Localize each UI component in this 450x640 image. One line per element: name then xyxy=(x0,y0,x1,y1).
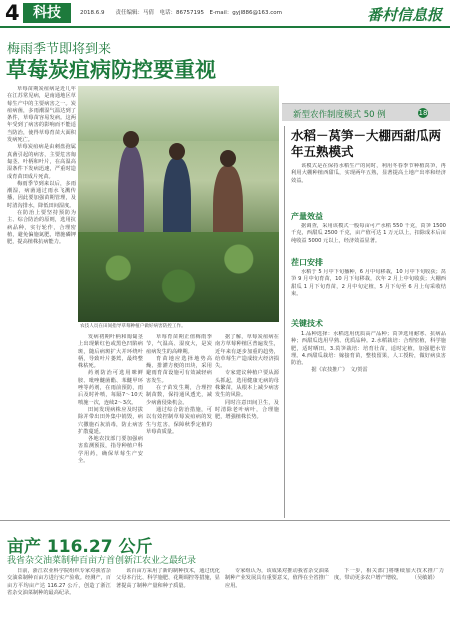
paragraph: 专家建议种植户要从源头抓起，选用健康无病的母株繁苗，从根本上减少病害发生的风险。 xyxy=(215,370,279,399)
sidebar-section-yield: 据调查，采用该模式一般每亩可产水稻 550 千克，莴笋 1500 千克，西甜瓜 2500 千克，亩产值可达 1 万元以上，扣除成本后亩纯收益 5000 元以上，经济效益显著。 xyxy=(291,223,446,244)
sidebar-section-key-tech: 1.品种选择：水稻选用优质高产品种；莴笋选用耐寒、抗病品种；西甜瓜选用早熟、优质品种。2.水稻栽培：合理密植，科学施肥，适时晒田。3.莴笋栽培：培育壮苗，适时定植，加强肥水管理。4.西甜瓜栽培：嫁接育苗，整枝留果，人工授粉，做好病虫害防治。 据《农技推广》 文/贺雷 xyxy=(291,331,446,374)
article-column-4 xyxy=(215,334,279,492)
bottom-column-4: 下一步，相关部门将继续加大技术推广力度，带动更多农户增产增收。 （吴敏娟） xyxy=(334,568,444,582)
photo-caption: 农技人员在田间指导草莓种植户做好病害防控工作。 xyxy=(78,322,279,332)
page-meta: 2018.6.9 责任编辑：马倩 电话：86757195 E-mail：gyjl886@163.com xyxy=(80,10,283,16)
column-divider xyxy=(284,126,285,518)
newspaper-brand: 番村信息报 xyxy=(366,6,442,24)
paragraph: 草莓炭疽病是由刺盘孢属真菌引起的病害，主要危害匍匐茎、叶柄和叶片，在高温高湿条件下发病迅速，严重时造成育苗田成片死苗。 xyxy=(7,144,76,180)
paragraph: 梅雨季节到来以后，多雨潮湿，病菌通过雨水飞溅传播，因此要加强苗期管理，及时清沟排水，降低田间湿度。 xyxy=(7,180,76,209)
paragraph: 在子苗发生期，合理控制苗数，保持通风透光，减少病菌侵染机会。 xyxy=(146,385,212,406)
bottom-headline: 亩产 116.27 公斤 xyxy=(7,537,153,557)
bottom-subheadline: 我省杂交油菜制种百亩方首创新江农业之最纪录 xyxy=(7,556,197,566)
bottom-column-1: 日前，浙江农业科学院组织专家对我省杂交油菜制种百亩方进行实产验收。经测产，百亩方平均亩产达 116.27 公斤，创造了浙江省杂交油菜制种的最高纪录。 xyxy=(7,568,111,596)
bottom-column-3: 专家组认为，该成果对推动我省杂交油菜制种产业发展具有重要意义，值得在全省推广应用。 xyxy=(225,568,329,589)
section-divider xyxy=(0,520,450,521)
paragraph: 各地农技部门要加强病害监测预报，指导种植户科学用药，确保草莓生产安全。 xyxy=(78,436,143,465)
article-photo xyxy=(78,86,279,322)
paragraph: 草莓苗期炭疽病是近几年在江苏常见病，是南通地区草莓生产中的主要病害之一。炭疽病菌，多雨潮湿气温达到了条件，草莓苗容易发病。这两年受到了病害的影响而不能适当防治，使得草莓育苗大面积发病死亡。 xyxy=(7,86,76,144)
paragraph: 育苗地应选择地势高燥、排灌方便的田块，采用避雨育苗设施可有效减轻病害发生。 xyxy=(146,355,212,384)
paragraph: 田间发现病株应及时拔除并带出田外集中销毁，病穴撒施石灰消毒，防止病害扩散蔓延。 xyxy=(78,406,143,435)
sidebar-banner-label: 新型农作制度模式 50 例 xyxy=(293,110,386,120)
sidebar-banner xyxy=(282,103,450,121)
paragraph: 药剂防治可选用咪鲜胺、吡唑醚菌酯、苯醚甲环唑等药剂，在雨前预防，雨后及时补喷，每隔7～10天喷施一次，连续2～3次。 xyxy=(78,370,143,406)
bottom-column-2: 该百亩方采用了新的制种技术，通过优化父母本行比、科学施肥、花期调控等措施，显著提高了制种产量和种子质量。 xyxy=(116,568,220,589)
article-column-3 xyxy=(146,334,212,492)
sidebar-section-schedule: 水稻于 5 月中下旬播种，6 月中旬移栽，10 月中下旬收获；莴笋 9 月中旬育苗，10 月下旬移栽，次年 2 月上中旬收获；大棚西甜瓜 1 月下旬育苗，2 月中旬定植，5 月下旬至 6 月上旬采收结束。 xyxy=(291,269,446,297)
sidebar-title: 水稻－莴笋－大棚西甜瓜两年五熟模式 xyxy=(291,128,442,159)
sidebar-heading-schedule: 茬口安排 xyxy=(291,258,323,267)
article-column-1 xyxy=(7,86,76,492)
section-label: 科技 xyxy=(23,3,71,23)
paragraph: 通过综合防治措施，可以有效控制草莓炭疽病的发生与危害，保障秋季定植的草莓苗质量。 xyxy=(146,406,212,435)
paragraph: 据了解，草莓炭疽病在南方草莓种植区普遍发生，近年来有逐步加重的趋势，给草莓生产造成较大经济损失。 xyxy=(215,334,279,370)
paragraph: 草莓育苗期正值梅雨季节，气温高、湿度大，是炭疽病发生的高峰期。 xyxy=(146,334,212,355)
masthead xyxy=(0,0,450,28)
sidebar-intro: 该模式是在保持水稻生产的同时，利用冬春季节种植莴笋，再利用大棚种植西甜瓜，实现两年五熟，显著提高土地产出率和经济效益。 xyxy=(291,163,446,184)
article-subhead: 梅雨季节即将到来 xyxy=(7,42,112,57)
page-number: 4 xyxy=(5,1,20,25)
article-column-2 xyxy=(78,334,143,492)
paragraph: 在防治上要坚持预防为主、综合防治的原则，选用抗病品种，实行轮作，合理密植，避免偏施氮肥，增施磷钾肥，提高植株抗病能力。 xyxy=(7,210,76,246)
paragraph: 同时注意田间卫生，及时清除老叶病叶，合理施肥，增强植株长势。 xyxy=(215,399,279,421)
sidebar-heading-key-tech: 关键技术 xyxy=(291,319,323,328)
sidebar-heading-yield: 产量效益 xyxy=(291,212,323,221)
article-headline: 草莓炭疽病防控要重视 xyxy=(6,58,216,82)
series-number-icon: 18 xyxy=(418,109,428,117)
sidebar-byline: 据《农技推广》 文/贺雷 xyxy=(301,367,368,374)
paragraph: 发病初期叶柄和匍匐茎上出现紫红色或黑色凹陷病斑，随后病斑扩大并环绕叶柄，导致叶片萎蔫，最终整株枯死。 xyxy=(78,334,143,370)
